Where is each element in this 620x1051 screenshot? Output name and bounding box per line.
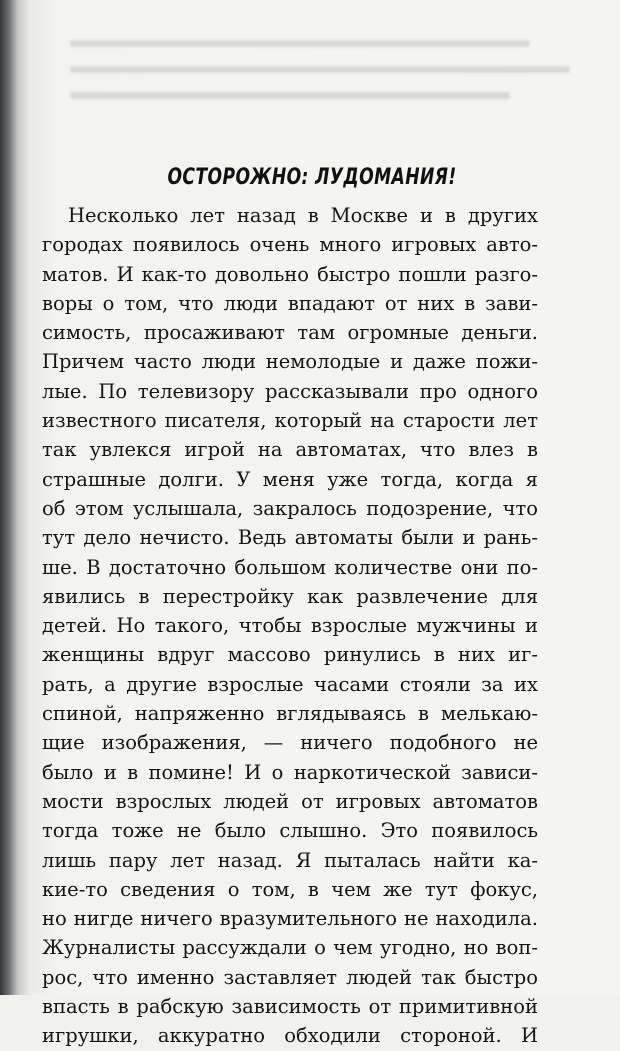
text-line: игрушки, аккуратно обходили стороной. И bbox=[42, 1024, 538, 1048]
text-line: но нигде ничего вразумительного не находила. bbox=[42, 907, 538, 931]
body-text bbox=[42, 201, 538, 1051]
text-line: симость, просаживают там огромные деньги. bbox=[42, 321, 538, 345]
text-line: ше. В достаточно большом количестве они по- bbox=[42, 555, 538, 579]
text-line: кие-то сведения о том, в чем же тут фокус, bbox=[42, 877, 538, 901]
text-line: тогда тоже не было слышно. Это появилось bbox=[42, 819, 538, 843]
text-line: Причем часто люди немолодые и даже пожи- bbox=[42, 350, 538, 374]
text-line: Несколько лет назад в Москве и в других bbox=[68, 204, 538, 227]
text-line: тут дело нечисто. Ведь автоматы были и рань- bbox=[42, 526, 538, 550]
text-line: Журналисты рассуждали о чем угодно, но воп- bbox=[42, 936, 538, 960]
text-line: воры о том, что люди впадают от них в зави- bbox=[42, 291, 538, 315]
show-through-text bbox=[70, 40, 570, 130]
text-line: рать, а другие взрослые часами стояли за их bbox=[42, 672, 538, 696]
text-line: женщины вдруг массово ринулись в них иг- bbox=[42, 643, 538, 667]
text-line: лишь пару лет назад. Я пыталась найти ка- bbox=[42, 848, 538, 872]
text-line: рос, что именно заставляет людей так быстро bbox=[42, 965, 538, 989]
text-line: мости взрослых людей от игровых автоматов bbox=[42, 789, 538, 813]
text-line: страшные долги. У меня уже тогда, когда я bbox=[42, 467, 538, 491]
text-line: так увлекся игрой на автоматах, что влез в bbox=[42, 438, 538, 462]
text-line: явились в перестройку как развлечение для bbox=[42, 584, 538, 608]
text-line: было и в помине! И о наркотической зависи- bbox=[42, 760, 538, 784]
text-line: детей. Но такого, чтобы взрослые мужчины и bbox=[42, 614, 538, 638]
text-line: об этом услышала, закралось подозрение, что bbox=[42, 496, 538, 520]
chapter-title: ОСТОРОЖНО: ЛУДОМАНИЯ! bbox=[167, 165, 457, 190]
text-line: щие изображения, — ничего подобного не bbox=[42, 731, 538, 755]
text-line: лые. По телевизору рассказывали про одного bbox=[42, 379, 538, 403]
text-line: спиной, напряженно вглядываясь в мелькаю- bbox=[42, 702, 538, 726]
text-line: городах появилось очень много игровых авто- bbox=[42, 233, 538, 257]
text-line: впасть в рабскую зависимость от примитивной bbox=[42, 995, 538, 1019]
text-line: матов. И как-то довольно быстро пошли разго- bbox=[42, 262, 538, 286]
text-line: известного писателя, который на старости лет bbox=[42, 409, 538, 433]
